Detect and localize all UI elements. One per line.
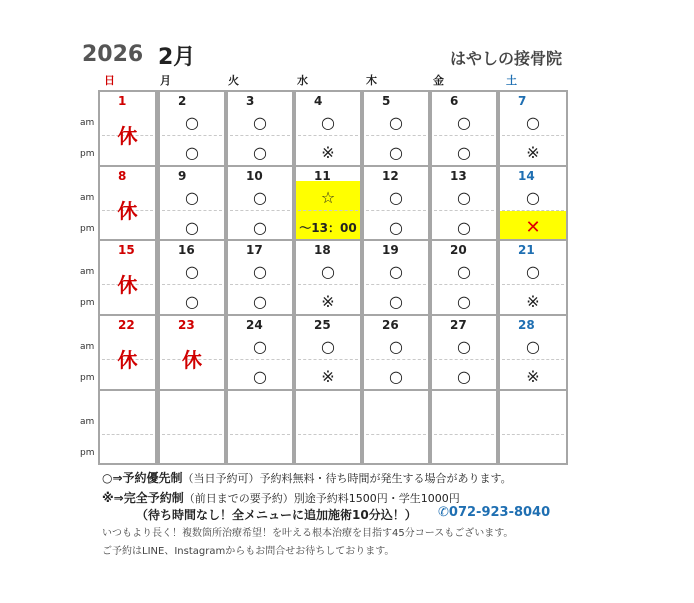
am-pm-divider — [434, 359, 494, 360]
am-status: ○ — [321, 337, 335, 356]
pm-status: ○ — [389, 218, 403, 237]
day-cell[interactable] — [228, 92, 292, 165]
am-pm-divider — [434, 210, 494, 211]
day-cell[interactable] — [228, 167, 292, 239]
day-cell[interactable] — [296, 167, 360, 239]
date-number: 19 — [382, 243, 399, 257]
note-no-wait: （待ち時間なし！全メニューに追加施術10分込！） — [136, 508, 417, 522]
date-number: 1 — [118, 94, 127, 108]
am-status: ○ — [457, 113, 471, 132]
am-status: ○ — [389, 188, 403, 207]
am-status: ○ — [253, 262, 267, 281]
am-pm-divider — [230, 135, 290, 136]
am-pm-divider — [502, 284, 564, 285]
day-cell[interactable] — [296, 316, 360, 389]
pm-status: ○ — [389, 367, 403, 386]
date-number: 10 — [246, 169, 263, 183]
session-label-am: am — [80, 118, 95, 128]
am-status: ○ — [526, 188, 540, 207]
am-status: ○ — [457, 262, 471, 281]
am-status: ○ — [253, 188, 267, 207]
pm-status: ※ — [321, 143, 335, 162]
date-number: 27 — [450, 318, 467, 332]
day-cell[interactable] — [160, 92, 224, 165]
closed-mark: 休 — [117, 124, 138, 148]
date-number: 13 — [450, 169, 467, 183]
date-number: 25 — [314, 318, 331, 332]
date-number: 7 — [518, 94, 527, 108]
am-status: ○ — [321, 113, 335, 132]
am-status: ○ — [526, 113, 540, 132]
day-cell[interactable] — [364, 167, 428, 239]
pm-status: ※ — [526, 292, 540, 311]
am-pm-divider — [298, 434, 358, 435]
session-label-pm: pm — [80, 373, 95, 383]
date-number: 9 — [178, 169, 187, 183]
pm-status: ○ — [253, 292, 267, 311]
am-pm-divider — [230, 434, 290, 435]
am-status: ○ — [389, 113, 403, 132]
am-status: ○ — [457, 337, 471, 356]
date-number: 26 — [382, 318, 399, 332]
day-cell[interactable] — [432, 92, 496, 165]
pm-status: ※ — [526, 143, 540, 162]
am-pm-divider — [502, 434, 564, 435]
am-status: ○ — [185, 188, 199, 207]
year-label: 2026 — [82, 42, 144, 67]
am-pm-divider — [502, 135, 564, 136]
day-cell[interactable] — [100, 316, 155, 389]
date-number: 5 — [382, 94, 391, 108]
am-pm-divider — [366, 434, 426, 435]
weekday-0: 日 — [104, 74, 115, 87]
am-pm-divider — [230, 359, 290, 360]
date-number: 11 — [314, 169, 331, 183]
am-status: ○ — [185, 262, 199, 281]
pm-status: ※ — [321, 292, 335, 311]
am-pm-divider — [502, 359, 564, 360]
pm-status: ○ — [253, 367, 267, 386]
day-cell[interactable] — [296, 241, 360, 314]
pm-status: ○ — [185, 218, 199, 237]
am-pm-divider — [502, 210, 564, 211]
pm-status: ○ — [457, 143, 471, 162]
date-number: 16 — [178, 243, 195, 257]
am-pm-divider — [366, 284, 426, 285]
date-number: 22 — [118, 318, 135, 332]
pm-status: ○ — [389, 143, 403, 162]
calendar-grid — [98, 90, 568, 465]
am-pm-divider — [366, 210, 426, 211]
pm-status: ○ — [389, 292, 403, 311]
day-cell[interactable] — [100, 167, 155, 239]
date-number: 23 — [178, 318, 195, 332]
session-label-am: am — [80, 267, 95, 277]
day-cell[interactable] — [500, 92, 566, 165]
date-number: 3 — [246, 94, 255, 108]
day-cell[interactable] — [160, 167, 224, 239]
session-label-am: am — [80, 417, 95, 427]
closed-mark: 休 — [117, 199, 138, 223]
date-number: 28 — [518, 318, 535, 332]
note-line-instagram: ご予約はLINE、Instagramからもお問合せお待ちしております。 — [102, 546, 395, 557]
am-pm-divider — [162, 284, 222, 285]
am-pm-divider — [230, 284, 290, 285]
closed-mark: 休 — [117, 273, 138, 297]
am-status: ○ — [185, 113, 199, 132]
am-pm-divider — [298, 210, 358, 211]
month-label: 2月 — [158, 45, 196, 70]
am-pm-divider — [298, 135, 358, 136]
am-pm-divider — [366, 359, 426, 360]
pm-status: ✕ — [525, 217, 541, 238]
session-label-pm: pm — [80, 448, 95, 458]
am-pm-divider — [434, 135, 494, 136]
pm-status: ○ — [185, 292, 199, 311]
date-number: 4 — [314, 94, 323, 108]
closed-mark: 休 — [117, 348, 138, 372]
pm-status: ○ — [457, 292, 471, 311]
am-pm-divider — [434, 434, 494, 435]
am-status: ○ — [457, 188, 471, 207]
pm-status: ～13：00 — [299, 221, 357, 235]
weekday-1: 月 — [160, 74, 171, 87]
day-cell[interactable] — [296, 391, 360, 463]
day-cell[interactable] — [500, 241, 566, 314]
am-pm-divider — [298, 284, 358, 285]
pm-status: ○ — [253, 218, 267, 237]
day-cell[interactable] — [432, 316, 496, 389]
pm-status: ○ — [457, 218, 471, 237]
weekday-4: 木 — [366, 74, 377, 87]
day-cell[interactable] — [100, 241, 155, 314]
day-cell[interactable] — [100, 391, 155, 463]
day-cell[interactable] — [228, 316, 292, 389]
date-number: 17 — [246, 243, 263, 257]
day-cell[interactable] — [432, 167, 496, 239]
day-cell[interactable] — [364, 241, 428, 314]
pm-status: ○ — [457, 367, 471, 386]
am-status: ○ — [389, 262, 403, 281]
weekday-3: 水 — [297, 74, 308, 87]
am-status: ☆ — [320, 188, 336, 207]
date-number: 6 — [450, 94, 459, 108]
session-label-pm: pm — [80, 224, 95, 234]
day-cell[interactable] — [160, 241, 224, 314]
am-status: ○ — [526, 337, 540, 356]
day-cell[interactable] — [500, 167, 566, 239]
note-45min-course: いつもより長く！複数箇所治療希望！を叶える根本治療を目指す45分コースもございます。 — [102, 528, 514, 539]
session-label-am: am — [80, 193, 95, 203]
am-pm-divider — [162, 135, 222, 136]
pm-status: ※ — [526, 367, 540, 386]
day-cell[interactable] — [160, 316, 224, 389]
date-number: 15 — [118, 243, 135, 257]
day-cell[interactable] — [500, 316, 566, 389]
day-cell[interactable] — [100, 92, 155, 165]
date-number: 24 — [246, 318, 263, 332]
day-cell[interactable] — [364, 92, 428, 165]
day-cell[interactable] — [500, 391, 566, 463]
day-cell[interactable] — [228, 241, 292, 314]
day-cell[interactable] — [432, 241, 496, 314]
day-cell[interactable] — [228, 391, 292, 463]
date-number: 8 — [118, 169, 127, 183]
phone-icon: ✆ — [438, 505, 449, 520]
day-cell[interactable] — [160, 391, 224, 463]
date-number: 20 — [450, 243, 467, 257]
weekday-2: 火 — [228, 74, 239, 87]
closed-mark: 休 — [182, 348, 202, 372]
date-number: 14 — [518, 169, 535, 183]
pm-status: ○ — [185, 143, 199, 162]
am-pm-divider — [162, 210, 222, 211]
session-label-pm: pm — [80, 149, 95, 159]
day-cell[interactable] — [364, 391, 428, 463]
session-label-pm: pm — [80, 298, 95, 308]
day-cell[interactable] — [296, 92, 360, 165]
date-number: 21 — [518, 243, 535, 257]
phone-number[interactable]: ✆072-923-8040 — [438, 505, 551, 520]
am-pm-divider — [434, 284, 494, 285]
am-status: ○ — [253, 337, 267, 356]
pm-status: ○ — [253, 143, 267, 162]
clinic-name: はやしの接骨院 — [450, 49, 563, 68]
day-cell[interactable] — [432, 391, 496, 463]
am-pm-divider — [298, 359, 358, 360]
pm-status: ※ — [321, 367, 335, 386]
session-label-am: am — [80, 342, 95, 352]
weekday-6: 土 — [506, 74, 517, 87]
am-pm-divider — [366, 135, 426, 136]
note-full-reservation: ※⇒完全予約制（前日までの要予約）別途予約料1500円・学生1000円 — [102, 491, 460, 505]
am-status: ○ — [389, 337, 403, 356]
am-status: ○ — [321, 262, 335, 281]
note-reservation-priority: ○⇒予約優先制（当日予約可）予約料無料・待ち時間が発生する場合があります。 — [102, 471, 512, 485]
am-pm-divider — [162, 434, 222, 435]
date-number: 12 — [382, 169, 399, 183]
am-pm-divider — [102, 434, 153, 435]
day-cell[interactable] — [364, 316, 428, 389]
am-status: ○ — [526, 262, 540, 281]
weekday-5: 金 — [433, 74, 444, 87]
am-pm-divider — [230, 210, 290, 211]
date-number: 18 — [314, 243, 331, 257]
am-status: ○ — [253, 113, 267, 132]
date-number: 2 — [178, 94, 187, 108]
